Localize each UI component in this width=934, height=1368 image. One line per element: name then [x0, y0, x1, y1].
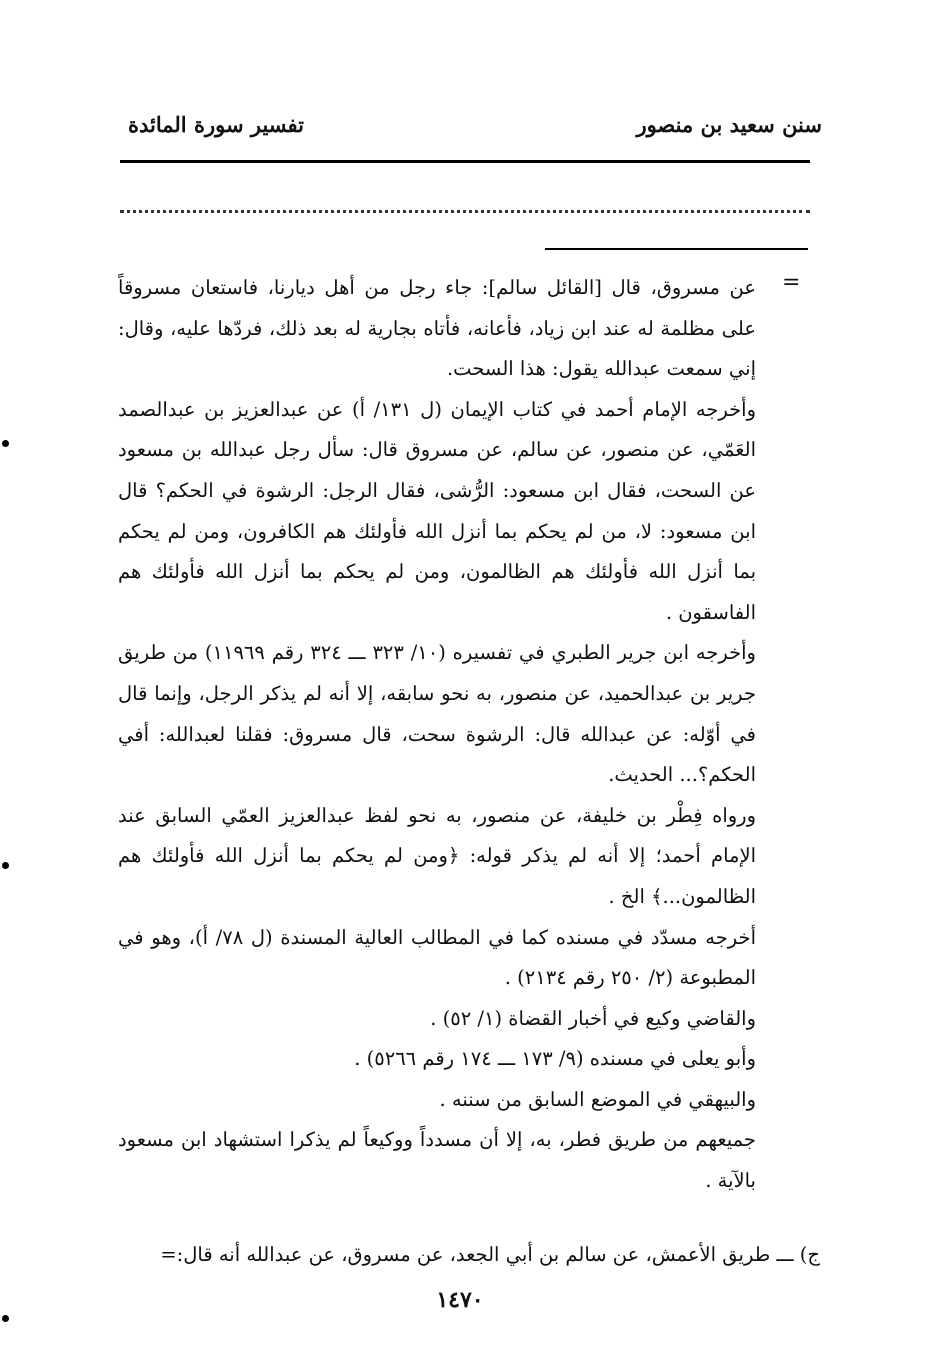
- paragraph: وأخرجه ابن جرير الطبري في تفسيره (١٠/ ٣٢٣ ـــ ٣٢٤ رقم ١١٩٦٩) من طريق جرير بن عبدالحميد، عن منصور، به نحو سابقه، إلا أنه لم يذكر الرجل، وإنما قال في أوّله: عن عبدالله قال: الرشوة سحت، قال مسروق: فقلنا لعبدالله: أفي الحكم؟... الحديث.: [118, 641, 756, 787]
- paragraph: وأبو يعلى في مسنده (٩/ ١٧٣ ـــ ١٧٤ رقم ٥٢٦٦) .: [354, 1047, 756, 1071]
- scan-speck: [2, 1315, 9, 1322]
- paragraph: والقاضي وكيع في أخبار القضاة (١/ ٥٢) .: [430, 1006, 756, 1030]
- continuation-mark: =: [782, 270, 801, 295]
- paragraph: والبيهقي في الموضع السابق من سننه .: [439, 1087, 756, 1111]
- paragraph: وأخرجه الإمام أحمد في كتاب الإيمان (ل ١٣١/ أ) عن عبدالعزيز بن عبدالصمد العَمّي، عن منصور، عن سالم، عن مسروق قال: سأل رجل عبدالله بن مسعود عن السحت، فقال ابن مسعود: الرُّشى، فقال الرجل: الرشوة في الحكم؟ قال ابن مسعود: لا، من لم يحكم بما أنزل الله فأولئك هم الكافرون، ومن لم يحكم بما أنزل الله فأولئك هم الظالمون، ومن لم يحكم بما أنزل الله فأولئك هم الفاسقون .: [118, 397, 756, 624]
- paragraph: أخرجه مسدّد في مسنده كما في المطالب العالية المسندة (ل ٧٨/ أ)، وهو في المطبوعة (٢/ ٢٥٠ رقم ٢١٣٤) .: [118, 925, 756, 990]
- paragraph: عن مسروق، قال [القائل سالم]: جاء رجل من أهل ديارنا، فاستعان مسروقاً على مظلمة له عند ابن زياد، فأعانه، فأتاه بجارية له بعد ذلك، فردّها عليه، وقال: إني سمعت عبدالله يقول: هذا السحت.: [118, 276, 756, 381]
- page-number: ١٤٧٠: [436, 1287, 484, 1313]
- header-rule: [120, 160, 810, 163]
- footnote-rule: [545, 248, 808, 250]
- paragraph: ورواه فِطْر بن خليفة، عن منصور، به نحو لفظ عبدالعزيز العمّي السابق عند الإمام أحمد؛ إلا أنه لم يذكر قوله: ﴿ومن لم يحكم بما أنزل الله فأولئك هم الظالمون...﴾ الخ .: [118, 803, 756, 908]
- footnote-body: [118, 268, 756, 1202]
- scan-speck: [2, 862, 9, 869]
- section-title: تفسير سورة المائدة: [128, 112, 304, 137]
- paragraph: جميعهم من طريق فطر، به، إلا أن مسدداً ووكيعاً لم يذكرا استشهاد ابن مسعود بالآية .: [118, 1128, 756, 1193]
- scan-speck: [2, 440, 9, 447]
- footnote-last-line: ج) ـــ طريق الأعمش، عن سالم بن أبي الجعد، عن مسروق، عن عبدالله أنه قال:=: [160, 1243, 820, 1266]
- dotted-separator: [120, 210, 810, 213]
- book-title: سنن سعيد بن منصور: [636, 112, 822, 137]
